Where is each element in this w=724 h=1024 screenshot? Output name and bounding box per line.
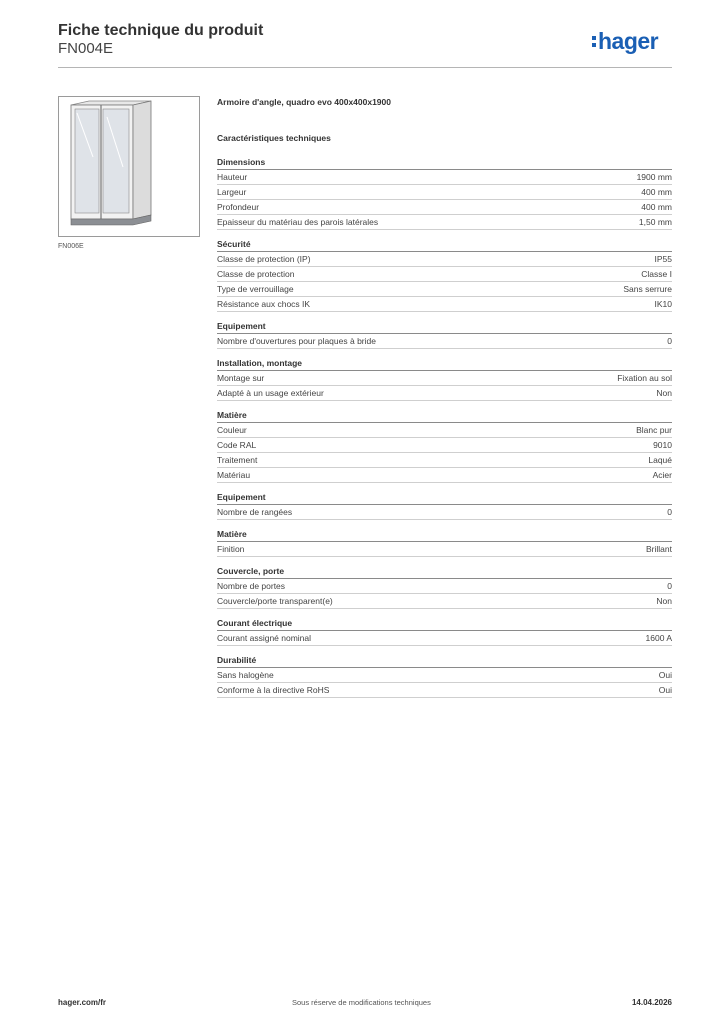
footer-date: 14.04.2026 [631,998,672,1007]
product-image [58,96,200,237]
spec-label: Matériau [217,470,251,480]
spec-row [217,267,672,282]
spec-label: Hauteur [217,172,248,182]
spec-label: Epaisseur du matériau des parois latérales [217,217,379,227]
spec-value: Oui [658,670,672,680]
spec-section [217,320,672,349]
spec-label: Nombre d'ouvertures pour plaques à bride [217,336,376,346]
spec-section [217,617,672,646]
spec-label: Classe de protection [217,269,295,279]
spec-row [217,683,672,698]
spec-value: IK10 [654,299,672,309]
spec-value: Non [656,388,672,398]
spec-row [217,594,672,609]
cabinet-illustration [59,97,199,236]
spec-label: Courant assigné nominal [217,633,312,643]
spec-content [217,95,672,698]
spec-label: Couleur [217,425,247,435]
spec-label: Traitement [217,455,258,465]
logo-dots-icon [592,36,596,47]
spec-section [217,565,672,609]
spec-label: Adapté à un usage extérieur [217,388,324,398]
spec-section [217,238,672,312]
spec-label: Code RAL [217,440,257,450]
spec-label: Largeur [217,187,247,197]
section-title: Matière [217,409,672,423]
spec-label: Classe de protection (IP) [217,254,311,264]
spec-value: Blanc pur [636,425,672,435]
spec-value: Acier [652,470,672,480]
spec-value: 1900 mm [636,172,672,182]
spec-row [217,505,672,520]
spec-row [217,542,672,557]
spec-label: Type de verrouillage [217,284,294,294]
logo-text: hager [598,28,659,54]
section-title: Couvercle, porte [217,565,672,579]
spec-row [217,170,672,185]
spec-row [217,668,672,683]
spec-value: Classe I [641,269,672,279]
section-title: Sécurité [217,238,672,252]
tech-heading: Caractéristiques techniques [217,133,331,143]
product-code: FN004E [58,40,114,57]
product-description: Armoire d'angle, quadro evo 400x400x1900 [217,97,391,107]
spec-section [217,357,672,401]
section-title: Matière [217,528,672,542]
spec-label: Montage sur [217,373,265,383]
spec-value: Brillant [646,544,672,554]
spec-label: Finition [217,544,245,554]
spec-value: Sans serrure [623,284,672,294]
spec-label: Nombre de portes [217,581,286,591]
spec-value: 9010 [653,440,672,450]
spec-label: Résistance aux chocs IK [217,299,311,309]
spec-value: Fixation au sol [617,373,672,383]
section-title: Equipement [217,320,672,334]
section-title: Dimensions [217,156,672,170]
hager-logo [592,26,658,56]
spec-value: 1,50 mm [638,217,672,227]
spec-row [217,386,672,401]
footer-notice: Sous réserve de modifications techniques [292,998,431,1007]
spec-section [217,528,672,557]
spec-row [217,423,672,438]
spec-row [217,453,672,468]
spec-value: 1600 A [645,633,672,643]
spec-row [217,185,672,200]
spec-label: Nombre de rangées [217,507,293,517]
spec-value: Oui [658,685,672,695]
spec-value: 0 [667,581,672,591]
image-caption: FN006E [58,243,84,250]
section-title: Equipement [217,491,672,505]
spec-value: IP55 [654,254,672,264]
spec-row [217,215,672,230]
section-title: Installation, montage [217,357,672,371]
spec-row [217,334,672,349]
spec-section [217,491,672,520]
section-title: Durabilité [217,654,672,668]
spec-sections [217,156,672,698]
page-title: Fiche technique du produit [58,22,264,39]
spec-section [217,409,672,483]
spec-label: Sans halogène [217,670,274,680]
spec-value: 0 [667,336,672,346]
spec-value: 400 mm [641,187,672,197]
spec-row [217,371,672,386]
spec-label: Conforme à la directive RoHS [217,685,330,695]
spec-label: Profondeur [217,202,260,212]
spec-section [217,654,672,698]
spec-value: Non [656,596,672,606]
spec-row [217,468,672,483]
spec-value: 400 mm [641,202,672,212]
spec-row [217,200,672,215]
section-title: Courant électrique [217,617,672,631]
footer-website-link[interactable]: hager.com/fr [58,998,107,1007]
spec-value: Laqué [648,455,672,465]
spec-section [217,156,672,230]
spec-row [217,297,672,312]
spec-row [217,252,672,267]
spec-value: 0 [667,507,672,517]
spec-label: Couvercle/porte transparent(e) [217,596,333,606]
spec-row [217,631,672,646]
spec-row [217,438,672,453]
header-divider [58,67,672,68]
spec-row [217,282,672,297]
spec-row [217,579,672,594]
